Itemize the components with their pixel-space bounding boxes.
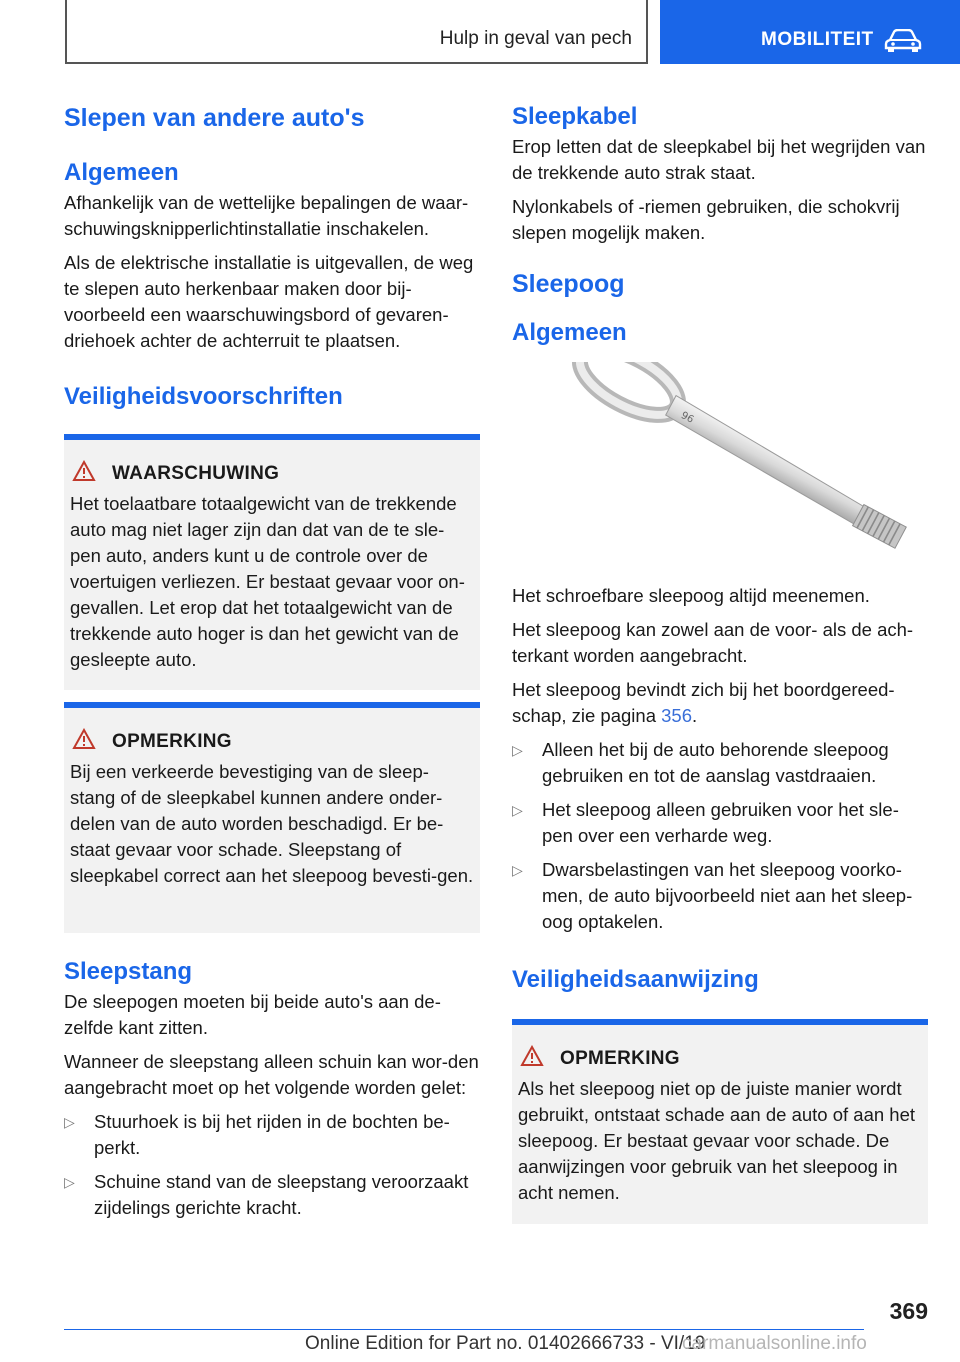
subheading-algemeen: Algemeen <box>64 159 179 186</box>
sleepoog-paragraph-2: Het sleepoog kan zowel aan de voor- als de ach‐terkant worden aangebracht. <box>512 619 914 666</box>
warning-text: Het toelaatbare totaalgewicht van de trekkende auto mag niet lager zijn dan dat van de te sle‐pen auto, anders kunt u de controle over de voertuigen verliezen. Er bestaat gevaar voor on‐gevallen. Let erop dat het totaalgewicht van de trekkende auto hoger is dan het gewicht van de gesleepte auto. <box>70 493 465 670</box>
list-item: ▷ Het sleepoog alleen gebruiken voor het sle‐pen over een verharde weg. <box>512 799 899 846</box>
algemeen-paragraph-1: Afhankelijk van de wettelijke bepalingen de waar‐schuwingsknipperlichtinstallatie inschakelen. <box>64 192 469 239</box>
page-number: 369 <box>889 1298 928 1324</box>
sleepstang-paragraph-2: Wanneer de sleepstang alleen schuin kan wor‐den aangebracht moet op het volgende worden gelet: <box>64 1051 479 1098</box>
bullet-triangle-icon: ▷ <box>64 1114 75 1130</box>
sleepkabel-paragraph-1: Erop letten dat de sleepkabel bij het wegrijden van de trekkende auto strak staat. <box>512 136 926 183</box>
page-reference-link[interactable]: 356 <box>661 705 693 726</box>
list-item: ▷ Schuine stand van de sleepstang veroorzaakt zijdelings gerichte kracht. <box>64 1171 469 1218</box>
watermark: carmanualsonline.info <box>682 1333 867 1354</box>
car-icon <box>884 29 922 58</box>
footer-divider <box>64 1329 864 1330</box>
edition-text: Online Edition for Part no. 01402666733 - VI/19 <box>305 1333 706 1354</box>
right-column <box>512 100 928 1224</box>
note-box <box>64 702 480 933</box>
note-text: Als het sleepoog niet op de juiste manier wordt gebruikt, ontstaat schade aan de auto of aan het sleepoog. Er bestaat gevaar voor schade. De aanwijzingen voor gebruik van het sleepoog in acht nemen. <box>518 1078 916 1203</box>
subheading-veiligheidsaanwijzing: Veiligheidsaanwijzing <box>512 966 759 993</box>
section-title-slepen: Slepen van andere auto's <box>64 104 365 132</box>
sleepoog-paragraph-1: Het schroefbare sleepoog altijd meenemen. <box>512 585 870 606</box>
sleepstang-paragraph-1: De sleepogen moeten bij beide auto's aan de‐zelfde kant zitten. <box>64 991 441 1038</box>
chapter-tab-label: MOBILITEIT <box>761 29 874 50</box>
list-item: ▷ Stuurhoek is bij het rijden in de bochten be‐perkt. <box>64 1111 450 1158</box>
note-title: OPMERKING <box>112 730 232 752</box>
tow-eye-image <box>512 362 928 567</box>
note-title: OPMERKING <box>560 1047 680 1069</box>
warning-triangle-icon <box>520 1045 544 1072</box>
warning-title: WAARSCHUWING <box>112 462 280 484</box>
sleepoog-paragraph-3: Het sleepoog bevindt zich bij het boordgereed‐schap, zie pagina 356. <box>512 679 895 726</box>
sleepoog-bullet-list <box>512 737 928 935</box>
algemeen-paragraph-2: Als de elektrische installatie is uitgevallen, de weg te slepen auto herkenbaar maken door bij‐voorbeeld een waarschuwingsbord of gevaren‐driehoek achter de achterruit te plaatsen. <box>64 252 474 351</box>
section-title-sleepoog: Sleepoog <box>512 270 625 298</box>
header-section-title: Hulp in geval van pech <box>439 28 632 49</box>
note-box-right <box>512 1019 928 1224</box>
list-item: ▷ Alleen het bij de auto behorende sleepoog gebruiken en tot de aanslag vastdraaien. <box>512 739 889 786</box>
note-text: Bij een verkeerde bevestiging van de sleep‐stang of de sleepkabel kunnen andere onder‐delen van de auto worden beschadigd. Er be‐staat gevaar voor schade. Sleepstang of sleepkabel correct aan het sleepoog bevesti‐gen. <box>70 761 474 886</box>
bullet-triangle-icon: ▷ <box>512 742 523 758</box>
bullet-triangle-icon: ▷ <box>512 862 523 878</box>
subheading-veiligheidsvoorschriften: Veiligheidsvoorschriften <box>64 383 343 410</box>
bullet-triangle-icon: ▷ <box>512 802 523 818</box>
warning-box <box>64 434 480 690</box>
subheading-algemeen-2: Algemeen <box>512 319 627 346</box>
subheading-sleepstang: Sleepstang <box>64 958 193 985</box>
warning-triangle-icon <box>72 728 96 755</box>
left-column <box>64 100 480 1221</box>
sleepstang-bullet-list <box>64 1109 480 1221</box>
warning-triangle-icon <box>72 460 96 487</box>
sleepkabel-paragraph-2: Nylonkabels of -riemen gebruiken, die schokvrij slepen mogelijk maken. <box>512 196 900 243</box>
hook-marking: 96 <box>679 410 696 426</box>
header-section-box <box>65 0 648 64</box>
chapter-tab[interactable] <box>660 0 960 64</box>
subheading-sleepkabel: Sleepkabel <box>512 103 638 130</box>
list-item: ▷ Dwarsbelastingen van het sleepoog voorko‐men, de auto bijvoorbeeld niet aan het sleep‐oog optakelen. <box>512 859 913 932</box>
bullet-triangle-icon: ▷ <box>64 1174 75 1190</box>
